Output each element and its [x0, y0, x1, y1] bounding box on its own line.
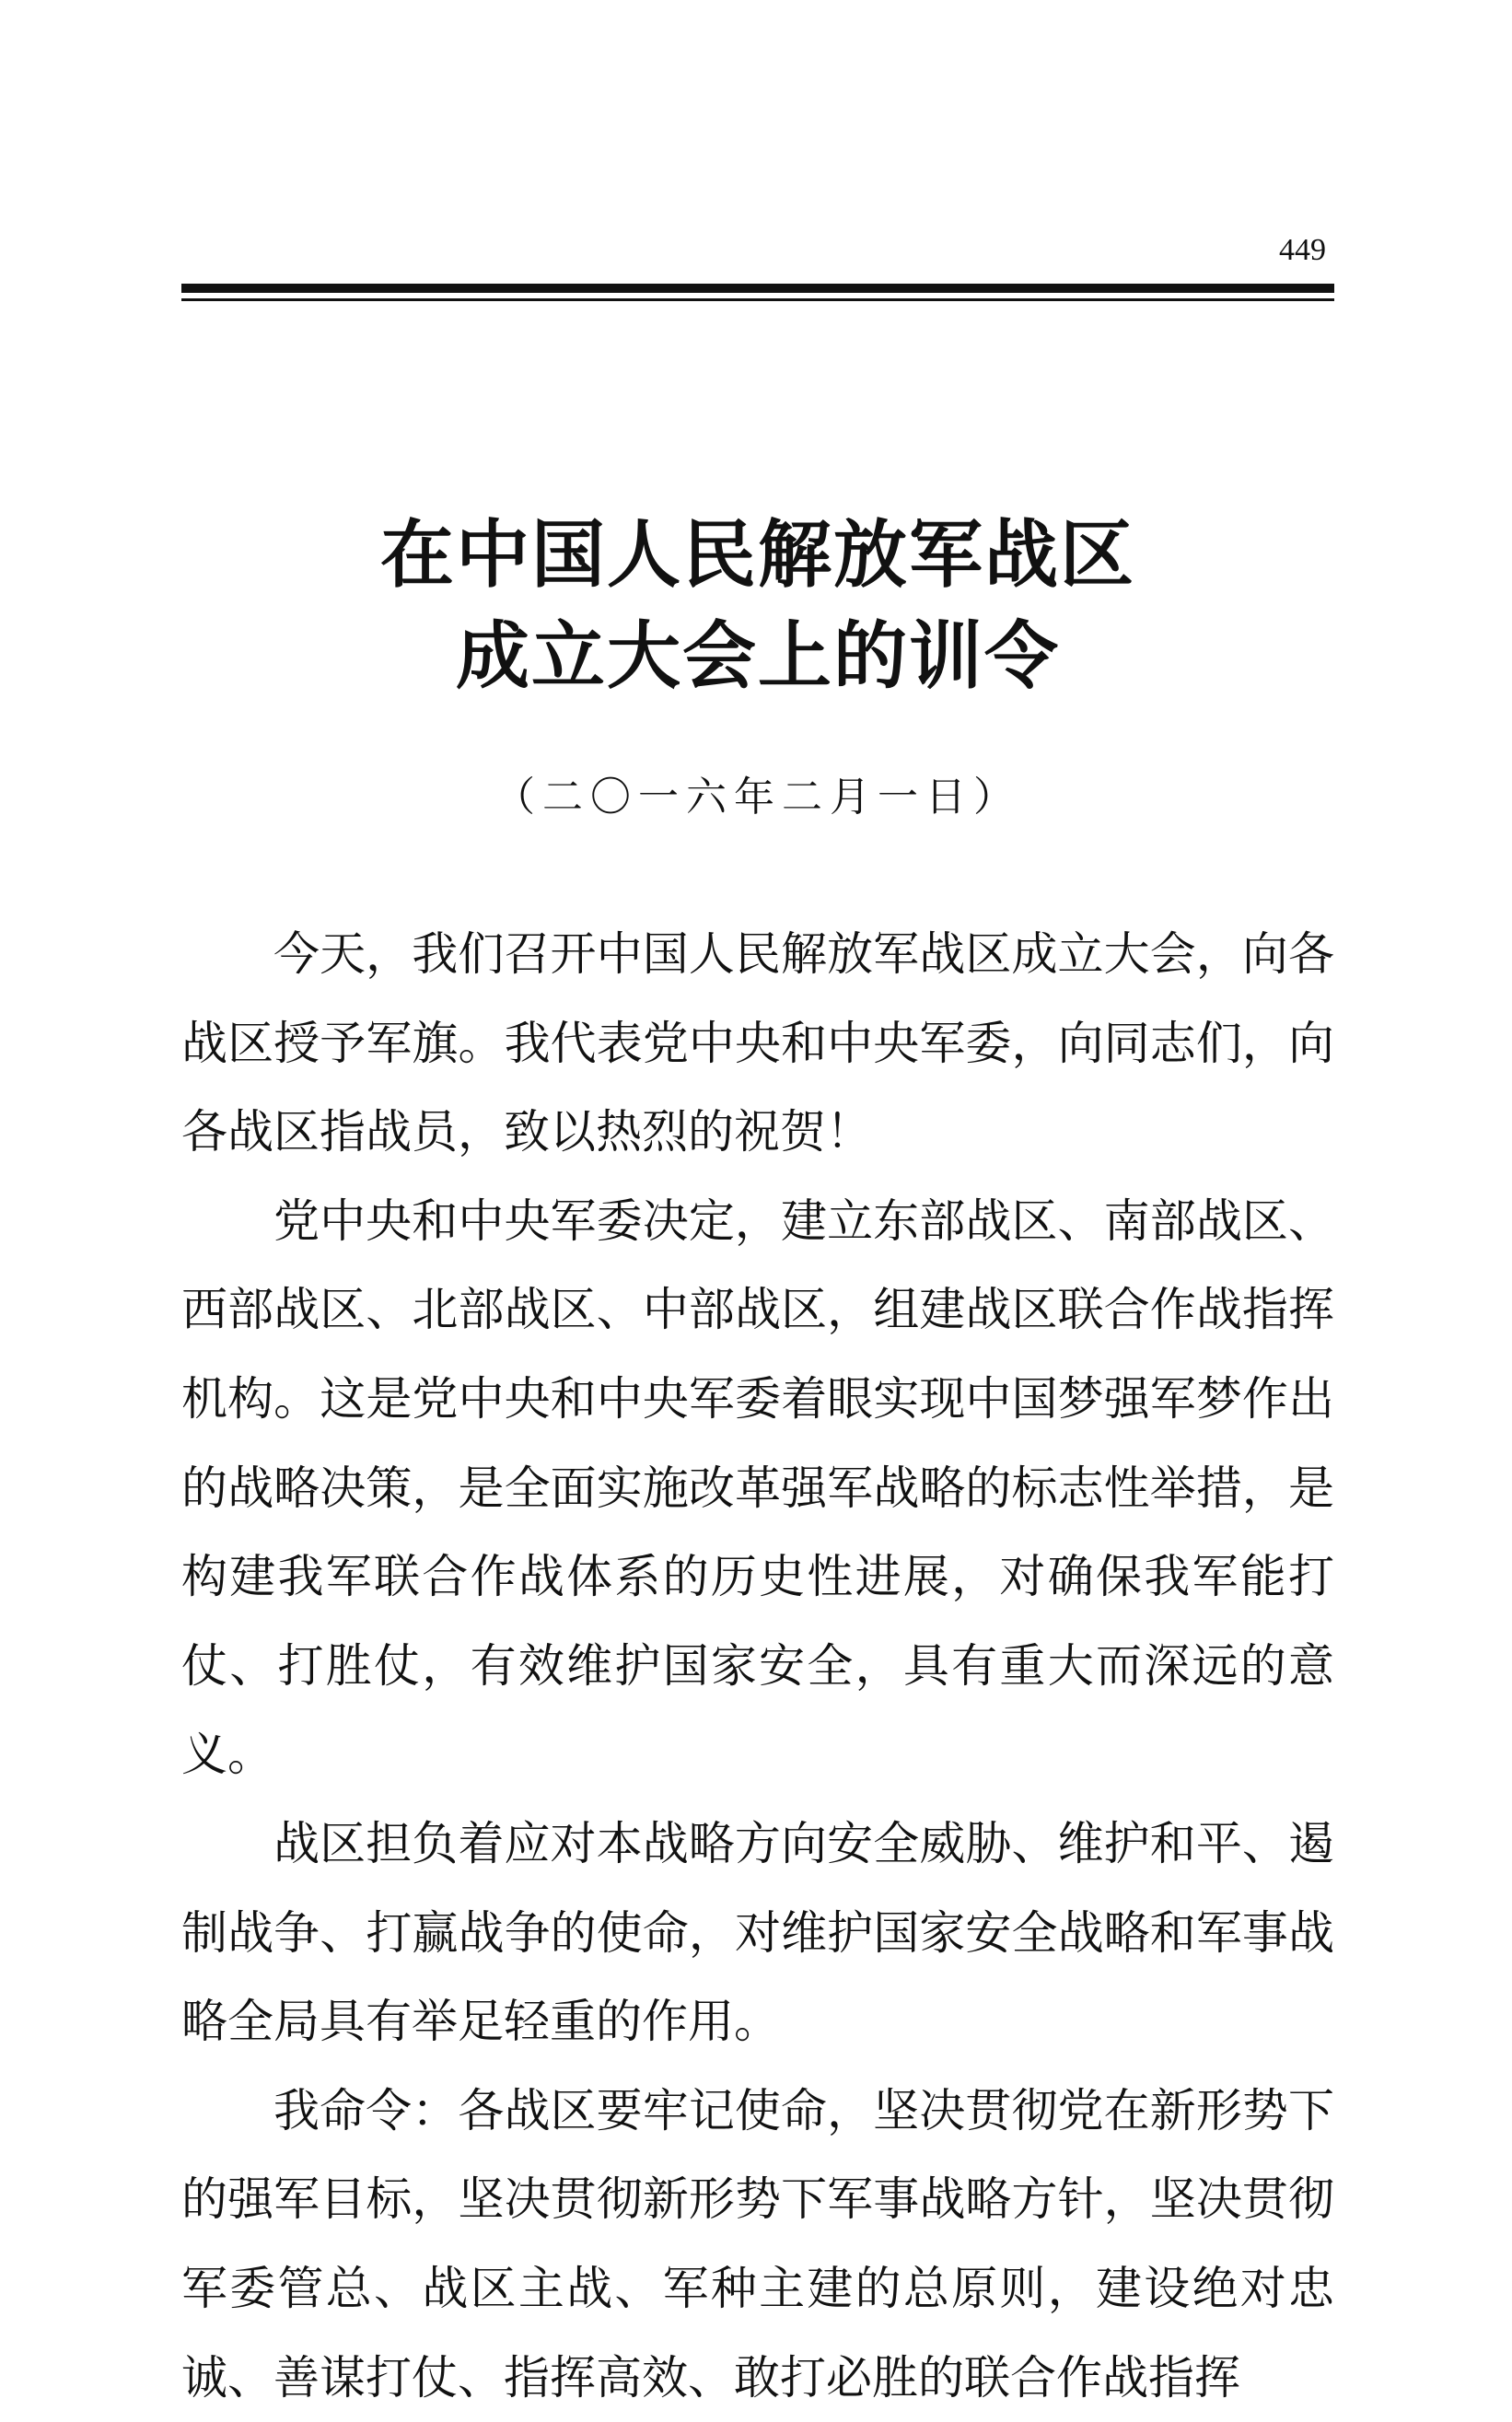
title-line-2: 成立大会上的训令 — [456, 613, 1060, 699]
paragraph-2: 党中央和中央军委决定，建立东部战区、南部战区、西部战区、北部战区、中部战区，组建战区联合作战指挥机构。这是党中央和中央军委着眼实现中国梦强军梦作出的战略决策，是全面实施改革强军战略的标志性举措，是构建我军联合作战体系的历史性进展，对确保我军能打仗、打胜仗，有效维护国家安全，具有重大而深远的意义。 — [181, 1194, 1334, 1782]
body-text — [181, 910, 1334, 2422]
header-rule-thick — [181, 284, 1334, 293]
paragraph-3: 战区担负着应对本战略方向安全威胁、维护和平、遏制战争、打赢战争的使命，对维护国家安全战略和军事战略全局具有举足轻重的作用。 — [181, 1816, 1334, 2049]
page-number: 449 — [1279, 233, 1326, 267]
document-date: （二〇一六年二月一日） — [494, 774, 1021, 821]
paragraph-4: 我命令：各战区要牢记使命，坚决贯彻党在新形势下的强军目标，坚决贯彻新形势下军事战略方针，坚决贯彻军委管总、战区主战、军种主建的总原则，建设绝对忠诚、善谋打仗、指挥高效、敢打必胜的联合作战指挥 — [181, 2083, 1334, 2405]
title-line-1: 在中国人民解放军战区 — [380, 512, 1135, 598]
document-title — [181, 505, 1334, 707]
header-rule-thin — [181, 298, 1334, 301]
paragraph-1: 今天，我们召开中国人民解放军战区成立大会，向各战区授予军旗。我代表党中央和中央军委，向同志们，向各战区指战员，致以热烈的祝贺！ — [181, 927, 1334, 1159]
